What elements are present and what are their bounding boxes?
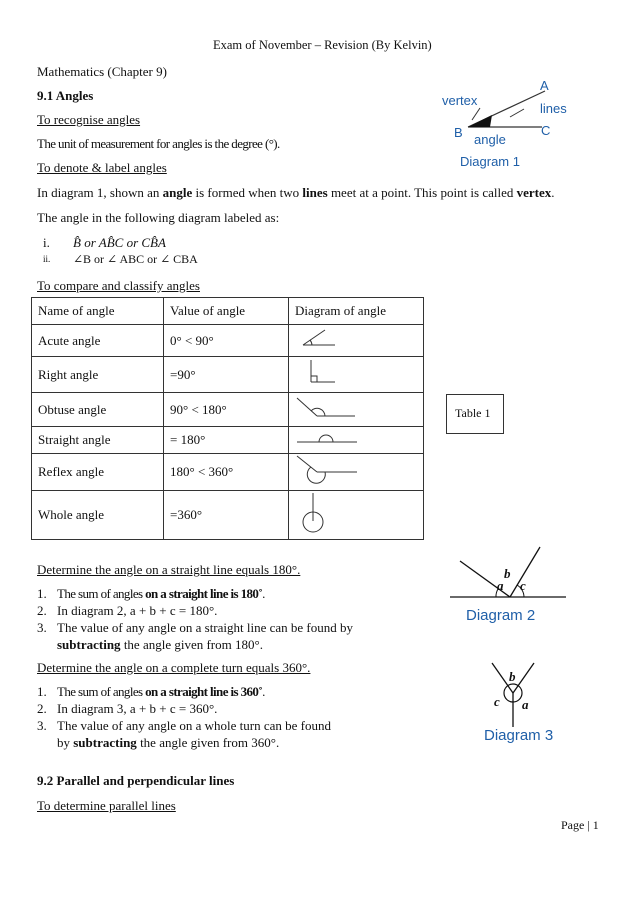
straight-item-3-num: 3. — [37, 620, 47, 635]
diagram-2-label-b: b — [504, 566, 511, 581]
acute-angle-icon — [295, 326, 355, 352]
diagram-1-label-a: A — [540, 78, 549, 93]
straight-item-3: The value of any angle on a straight line can be found by — [57, 620, 354, 635]
diagram-1 — [440, 75, 580, 177]
angle-wedge-icon — [468, 115, 492, 127]
page-header-title: Exam of November – Revision (By Kelvin) — [213, 38, 432, 52]
diagram-1-caption: Diagram 1 — [460, 154, 520, 169]
table-row — [32, 427, 424, 454]
angle-value: = 180° — [164, 427, 289, 454]
lines-arrow-icon — [510, 109, 524, 117]
diagram-1-label-lines: lines — [540, 101, 567, 116]
angle-name: Obtuse angle — [32, 393, 164, 427]
turn-item-3-cont: by subtracting the angle given from 360°. — [57, 735, 280, 750]
denote-paragraph: In diagram 1, shown an angle is formed when two lines meet at a point. This point is called vertex. — [37, 185, 555, 200]
table-header: Value of angle — [164, 298, 289, 325]
straight-angle-icon — [295, 428, 365, 448]
denote-line2: The angle in the following diagram labeled as: — [37, 210, 280, 225]
complete-turn-heading: Determine the angle on a complete turn equals 360°. — [37, 660, 311, 675]
angle-diagram-cell — [289, 491, 424, 540]
diagram-3-label-b: b — [509, 669, 516, 684]
label-item-1: B̂ or AB̂C or CB̂A — [73, 235, 166, 250]
angle-value: 0° < 90° — [164, 325, 289, 357]
table-header: Diagram of angle — [289, 298, 424, 325]
angle-name: Whole angle — [32, 491, 164, 540]
angle-diagram-cell — [289, 454, 424, 491]
diagram-2 — [448, 545, 568, 630]
table-header: Name of angle — [32, 298, 164, 325]
diagram-3-label-c: c — [494, 694, 500, 709]
denote-heading: To denote & label angles — [37, 160, 167, 175]
vertex-arrow-icon — [472, 108, 480, 120]
turn-item-3-num: 3. — [37, 718, 47, 733]
diagram-2-label-a: a — [497, 578, 504, 593]
diagram-3-caption: Diagram 3 — [484, 727, 554, 744]
angle-name: Acute angle — [32, 325, 164, 357]
diagram-2-caption: Diagram 2 — [466, 607, 536, 624]
turn-item-1-num: 1. — [37, 684, 47, 699]
diagram-1-label-c: C — [541, 123, 551, 138]
diagram-1-label-b: B — [454, 125, 463, 140]
diagram-3 — [478, 655, 578, 750]
label-item-2-marker: ii. — [43, 254, 51, 264]
angle-diagram-cell — [289, 325, 424, 357]
label-item-2: ∠B or ∠ ABC or ∠ CBA — [73, 252, 198, 266]
table-row — [32, 393, 424, 427]
angle-value: 180° < 360° — [164, 454, 289, 491]
angle-diagram-cell — [289, 427, 424, 454]
angles-table — [31, 297, 424, 540]
straight-item-1-num: 1. — [37, 586, 47, 601]
table-row — [32, 454, 424, 491]
turn-item-1: The sum of angles on a straight line is 360˚. — [57, 684, 265, 699]
angle-value: =360° — [164, 491, 289, 540]
table-header-row — [32, 298, 424, 325]
angle-value: 90° < 180° — [164, 393, 289, 427]
recognise-text: The unit of measurement for angles is the degree (°). — [37, 136, 280, 151]
compare-heading: To compare and classify angles — [37, 278, 200, 293]
turn-item-2: In diagram 3, a + b + c = 360°. — [57, 701, 218, 716]
parallel-lines-heading: To determine parallel lines — [37, 798, 176, 813]
angle-name: Right angle — [32, 357, 164, 393]
section-heading-9-1: 9.1 Angles — [37, 88, 94, 103]
reflex-angle-icon — [295, 454, 365, 486]
diagram-1-label-vertex: vertex — [442, 93, 478, 108]
section-heading-9-2: 9.2 Parallel and perpendicular lines — [37, 773, 235, 788]
table-1-label-box — [446, 394, 504, 434]
straight-item-1: The sum of angles on a straight line is 180˚. — [57, 586, 265, 601]
whole-angle-icon — [295, 491, 355, 535]
table-row — [32, 357, 424, 393]
obtuse-angle-icon — [295, 394, 365, 422]
turn-item-2-num: 2. — [37, 701, 47, 716]
straight-item-3-cont: subtracting the angle given from 180°. — [57, 637, 263, 652]
diagram-3-graphic — [478, 655, 578, 727]
diagram-2-label-c: c — [520, 578, 526, 593]
turn-item-3: The value of any angle on a whole turn can be found — [57, 718, 331, 733]
straight-item-2: In diagram 2, a + b + c = 180°. — [57, 603, 218, 618]
table-row — [32, 491, 424, 540]
subject-title: Mathematics (Chapter 9) — [37, 64, 167, 79]
straight-item-2-num: 2. — [37, 603, 47, 618]
angle-diagram-cell — [289, 393, 424, 427]
right-angle-icon — [295, 358, 355, 388]
angle-diagram-cell — [289, 357, 424, 393]
diagram-1-label-angle: angle — [474, 132, 506, 147]
diagram-3-label-a: a — [522, 697, 529, 712]
angle-name: Reflex angle — [32, 454, 164, 491]
angle-value: =90° — [164, 357, 289, 393]
label-item-1-marker: i. — [43, 235, 50, 250]
angle-name: Straight angle — [32, 427, 164, 454]
page-number: Page | 1 — [561, 818, 599, 832]
straight-line-heading: Determine the angle on a straight line equals 180°. — [37, 562, 301, 577]
table-1-label: Table 1 — [455, 406, 491, 420]
recognise-heading: To recognise angles — [37, 112, 141, 127]
table-row — [32, 325, 424, 357]
